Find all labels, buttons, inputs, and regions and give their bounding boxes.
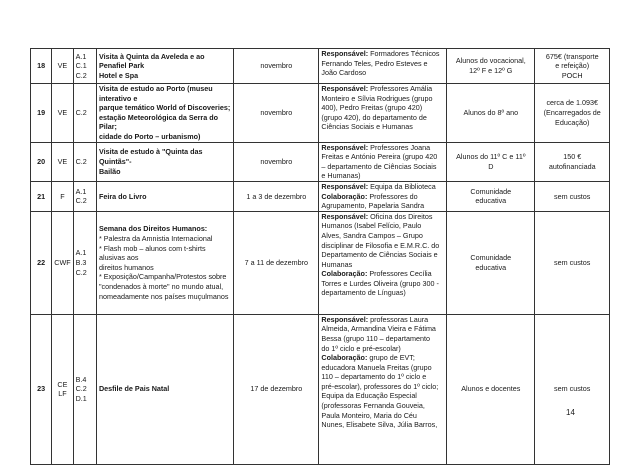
- activity-type: [52, 84, 73, 143]
- cell-line: 675€ (transporte: [545, 51, 599, 61]
- activity-number: 18: [31, 49, 52, 84]
- activity-title: [99, 52, 231, 81]
- activity-number: 19: [31, 84, 52, 143]
- responsible-line: [321, 288, 444, 298]
- responsible-text: Formadores Técnicos: [368, 49, 440, 58]
- cell-line: C.2: [75, 384, 87, 394]
- cell-line: C.1: [75, 61, 87, 71]
- activity-title: [99, 192, 231, 202]
- responsible-label: Responsável:: [321, 181, 369, 191]
- target-audience: [447, 314, 535, 464]
- cell-line: Bailão: [98, 166, 121, 176]
- activity-date: 17 de dezembro: [234, 314, 319, 464]
- cell-line: Alunos e docentes: [461, 384, 521, 394]
- responsible-text: professoras Laura: [368, 314, 429, 324]
- responsible-line: [321, 59, 444, 69]
- cell-line: cidade do Porto – urbanismo): [98, 131, 201, 141]
- target-audience: [447, 142, 535, 181]
- responsible-label: Colaboração:: [321, 269, 368, 279]
- responsible-text: Professores Joana: [368, 142, 431, 152]
- cell-line: Hotel e Spa: [98, 70, 139, 80]
- responsible-text: Almeida, Armandina Vieira e Fátima: [321, 324, 436, 334]
- responsible-text: 400), Pedro Freitas (grupo 420): [321, 103, 423, 113]
- responsible-text: João Cardoso: [321, 68, 367, 78]
- responsible-text: departamento de Línguas): [321, 288, 406, 298]
- type-code: F: [60, 191, 65, 201]
- cell-line: Alunos do 8º ano: [463, 107, 519, 117]
- table-row: [31, 181, 610, 211]
- cell-line: estação Meteorológica da Serra do Pilar;: [98, 112, 219, 132]
- cell-line: Feira do Livro: [98, 191, 147, 201]
- activity-type: [52, 211, 73, 314]
- cell-line: C.2: [75, 107, 87, 117]
- responsible-text: Ciências Sociais e Humanas: [321, 122, 413, 132]
- responsible-text: 110 – departamento do 1º ciclo e: [321, 372, 427, 382]
- responsible-text: e Humanas): [321, 171, 361, 181]
- table-row: [31, 49, 610, 84]
- activity-cost: [535, 84, 610, 143]
- responsible-line: [321, 315, 444, 325]
- responsible-text: Nunes, Elisabete Silva, Júlia Barros,: [321, 420, 438, 430]
- page-number: 14: [566, 408, 575, 417]
- cell-line: sem custos: [554, 191, 591, 201]
- cell-line: B.4: [75, 374, 87, 384]
- responsible-text: (professoras Fernanda Gouveia,: [321, 401, 425, 411]
- cell-line: autofinanciada: [548, 161, 596, 171]
- objectives-cell: [73, 49, 96, 84]
- responsible-label: Responsável:: [321, 314, 369, 324]
- activity-number: 23: [31, 314, 52, 464]
- activity-type: [52, 49, 73, 84]
- type-code: VE: [57, 156, 68, 166]
- activity-description: [96, 84, 233, 143]
- cell-line: Comunidade: [470, 253, 512, 263]
- cell-line: B.3: [75, 257, 87, 267]
- cell-line: e refeição): [555, 61, 590, 71]
- activity-type: [52, 181, 73, 211]
- cell-line: A.1: [75, 51, 87, 61]
- cell-line: 150 €: [563, 152, 582, 162]
- responsible-text: Agrupamento, Papelaria Sandra: [321, 201, 425, 211]
- responsible-text: Monteiro e Sílvia Rodrigues (grupo: [321, 93, 433, 103]
- responsible-line: [321, 212, 444, 222]
- responsible-line: [321, 143, 444, 153]
- table-row: [31, 142, 610, 181]
- cell-line: Visita de estudo à "Quinta das Quintãs"-: [98, 147, 203, 166]
- type-code: CWF: [54, 257, 71, 267]
- cell-line: POCH: [561, 70, 583, 80]
- responsible-text: Professores Cecília: [367, 269, 432, 279]
- activity-type: [52, 314, 73, 464]
- table-row: [31, 314, 610, 464]
- responsible-line: [321, 182, 444, 192]
- responsible-cell: [319, 181, 447, 211]
- responsible-line: [321, 113, 444, 123]
- responsible-cell: [319, 84, 447, 143]
- cell-line: educativa: [475, 262, 507, 272]
- responsible-line: [321, 324, 444, 334]
- cell-line: C.2: [75, 267, 87, 277]
- activity-description: [96, 314, 233, 464]
- responsible-line: [321, 382, 444, 392]
- responsible-line: [321, 391, 444, 401]
- cell-line: parque temático World of Discoveries;: [98, 103, 231, 113]
- responsible-line: [321, 122, 444, 132]
- cell-line: 12º F e 12º G: [469, 66, 513, 75]
- responsible-label: Colaboração:: [321, 353, 368, 363]
- responsible-text: do 1º ciclo e pré-escolar): [321, 343, 401, 353]
- responsible-label: Colaboração:: [321, 191, 368, 201]
- activity-date: novembro: [234, 142, 319, 181]
- table-row: [31, 84, 610, 143]
- responsible-line: [321, 221, 444, 231]
- activity-description: [96, 142, 233, 181]
- table-row: [31, 211, 610, 314]
- responsible-text: Alves, Sandra Campos – Grupo: [321, 230, 423, 240]
- cell-line: nomeadamente nos países muçulmanos: [98, 291, 229, 301]
- responsible-label: Responsável:: [321, 211, 369, 221]
- cell-line: A.1: [75, 248, 87, 258]
- type-code: VE: [57, 107, 68, 117]
- activities-table: [30, 48, 610, 465]
- responsible-text: Departamento de Ciências Sociais e: [321, 250, 438, 260]
- activity-cost: [535, 314, 610, 464]
- responsible-label: Responsável:: [321, 142, 369, 152]
- cell-line: Desfile de Pais Natal: [98, 384, 170, 394]
- responsible-text: Oficina dos Direitos: [368, 211, 433, 221]
- activity-cost: [535, 142, 610, 181]
- cell-line: * Palestra da Amnistia Internacional: [98, 233, 213, 243]
- responsible-line: [321, 260, 444, 270]
- responsible-label: Responsável:: [321, 84, 369, 93]
- responsible-line: [321, 353, 444, 363]
- responsible-cell: [319, 142, 447, 181]
- responsible-line: [321, 49, 444, 59]
- activity-title: [99, 84, 231, 142]
- responsible-line: [321, 68, 444, 78]
- responsible-line: [321, 171, 444, 181]
- activity-cost: [535, 49, 610, 84]
- responsible-line: [321, 231, 444, 241]
- responsible-line: [321, 279, 444, 289]
- cell-line: Visita à Quinta da Aveleda e ao Penafiel Park: [98, 51, 205, 71]
- responsible-text: Torres e Lurdes Oliveira (grupo 300 -: [321, 278, 439, 288]
- activity-number: 21: [31, 181, 52, 211]
- cell-line: C.2: [75, 196, 87, 206]
- target-audience: [447, 181, 535, 211]
- responsible-line: [321, 363, 444, 373]
- type-code: LF: [58, 389, 67, 399]
- responsible-text: Humanas: [321, 259, 353, 269]
- target-audience: [447, 84, 535, 143]
- responsible-text: Equipa da Biblioteca: [368, 181, 436, 191]
- responsible-line: [321, 152, 444, 162]
- responsible-line: [321, 250, 444, 260]
- responsible-text: Freitas e António Pereira (grupo 420: [321, 152, 438, 162]
- responsible-line: [321, 334, 444, 344]
- activity-title: [99, 147, 231, 176]
- responsible-line: [321, 162, 444, 172]
- responsible-text: disciplinar de Filosofia e E.M.R.C. do: [321, 240, 440, 250]
- cell-line: * Exposição/Campanha/Protestos sobre: [98, 272, 227, 282]
- responsible-text: Equipa da Educação Especial: [321, 391, 417, 401]
- cell-line: Educação): [555, 117, 590, 127]
- activity-type: [52, 142, 73, 181]
- responsible-line: [321, 420, 444, 430]
- cell-line: sem custos: [554, 257, 591, 267]
- activity-description: [96, 181, 233, 211]
- activity-number: 20: [31, 142, 52, 181]
- cell-line: D: [488, 161, 494, 171]
- responsible-line: [321, 241, 444, 251]
- responsible-line: [321, 103, 444, 113]
- activity-title: Semana dos Direitos Humanos:: [98, 224, 208, 234]
- objectives-cell: [73, 211, 96, 314]
- responsible-text: (grupo 420), do departamento de: [321, 112, 427, 122]
- responsible-cell: [319, 49, 447, 84]
- activity-cost: [535, 211, 610, 314]
- activity-date: 7 a 11 de dezembro: [234, 211, 319, 314]
- activity-date: 1 a 3 de dezembro: [234, 181, 319, 211]
- activity-description: [96, 49, 233, 84]
- cell-line: sem custos: [554, 384, 591, 394]
- cell-line: "condenados à morte" no mundo atual,: [98, 281, 224, 291]
- cell-line: direitos humanos: [98, 262, 154, 272]
- responsible-text: Professores Amália: [368, 84, 433, 93]
- responsible-cell: [319, 314, 447, 464]
- cell-line: C.2: [75, 70, 87, 80]
- target-audience: [447, 49, 535, 84]
- responsible-text: pré-escolar), professores do 1º ciclo;: [321, 381, 439, 391]
- cell-line: Visita de estudo ao Porto (museu interativo e: [98, 84, 213, 103]
- objectives-cell: [73, 142, 96, 181]
- cell-line: * Flash mob – alunos com t-shirts alusivas aos: [98, 243, 206, 263]
- type-code: VE: [57, 61, 68, 71]
- activity-description: [96, 211, 233, 314]
- responsible-line: [321, 84, 444, 94]
- cell-line: (Encarregados de: [543, 107, 601, 117]
- activity-date: novembro: [234, 49, 319, 84]
- cell-line: Alunos do 11º C e 11º: [456, 152, 526, 162]
- cell-line: Comunidade: [470, 186, 512, 196]
- responsible-text: Professores do: [367, 191, 418, 201]
- cell-line: cerca de 1.093€: [546, 98, 598, 108]
- responsible-line: [321, 94, 444, 104]
- cell-line: D.1: [75, 394, 87, 404]
- responsible-line: [321, 192, 444, 202]
- type-code: CE: [57, 379, 68, 389]
- activity-title: [99, 384, 231, 394]
- cell-line: A.1: [75, 186, 87, 196]
- cell-line: C.2: [75, 156, 87, 166]
- responsible-cell: [319, 211, 447, 314]
- responsible-line: [321, 269, 444, 279]
- responsible-text: educadora Manuela Freitas (grupo: [321, 362, 432, 372]
- responsible-text: grupo de EVT;: [367, 353, 415, 363]
- responsible-text: Humanos (Isabel Felício, Paulo: [321, 221, 422, 231]
- responsible-text: – departamento de Ciências Sociais: [321, 161, 437, 171]
- responsible-text: Paula Monteiro, Maria do Céu: [321, 410, 417, 420]
- objectives-cell: [73, 84, 96, 143]
- responsible-line: [321, 372, 444, 382]
- cell-line: Alunos do vocacional,: [455, 56, 526, 66]
- responsible-text: Bessa (grupo 110 – departamento: [321, 333, 430, 343]
- activity-number: 22: [31, 211, 52, 314]
- responsible-label: Responsável:: [321, 49, 369, 58]
- activity-date: novembro: [234, 84, 319, 143]
- target-audience: [447, 211, 535, 314]
- responsible-text: Fernando Teles, Pedro Esteves e: [321, 58, 428, 68]
- responsible-line: [321, 411, 444, 421]
- responsible-line: [321, 344, 444, 354]
- objectives-cell: [73, 181, 96, 211]
- objectives-cell: [73, 314, 96, 464]
- cell-line: educativa: [475, 196, 507, 206]
- responsible-line: [321, 401, 444, 411]
- responsible-line: [321, 201, 444, 211]
- activity-cost: [535, 181, 610, 211]
